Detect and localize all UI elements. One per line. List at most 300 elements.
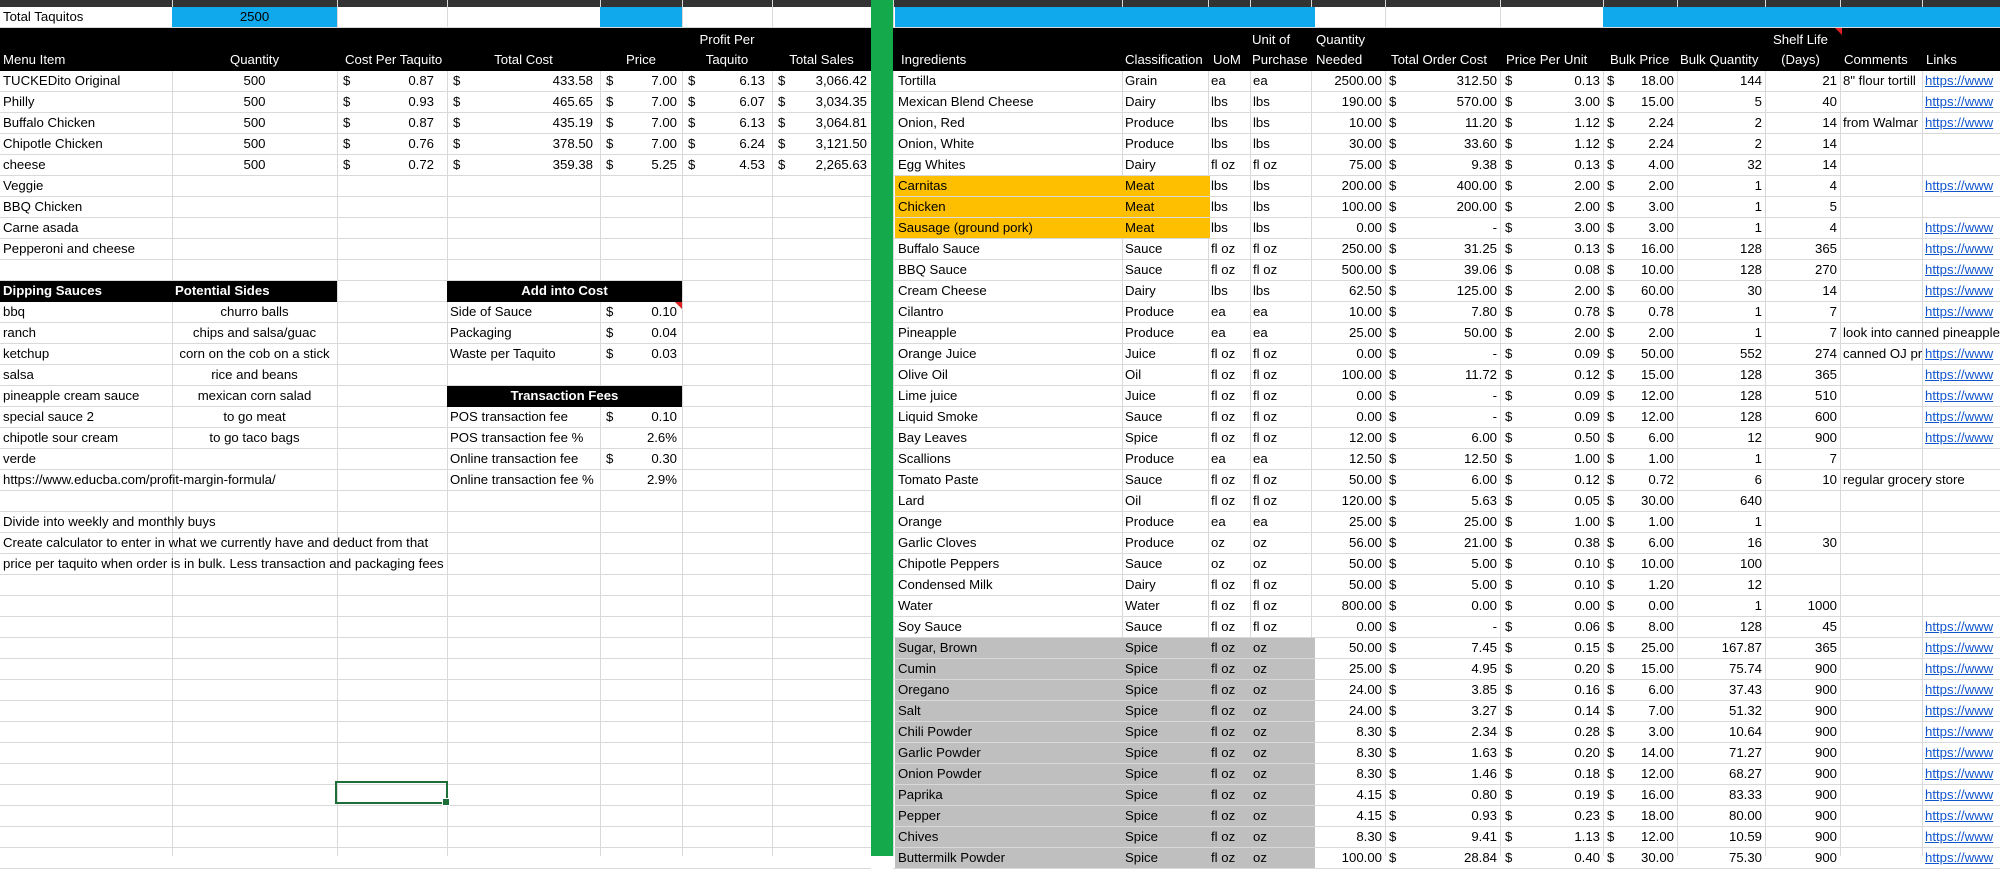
- ingredient-name[interactable]: Cilantro: [898, 304, 944, 319]
- ingredient-name[interactable]: Pepper: [898, 808, 941, 823]
- ingredient-shelf-life[interactable]: 40: [1822, 94, 1837, 109]
- ingredient-classification[interactable]: Sauce: [1125, 619, 1163, 634]
- ingredient-link[interactable]: https://www: [1925, 409, 1994, 424]
- currency-symbol[interactable]: $: [1389, 850, 1397, 865]
- currency-symbol[interactable]: $: [1505, 199, 1513, 214]
- currency-symbol[interactable]: $: [1607, 388, 1615, 403]
- ingredient-bulk-quantity[interactable]: 128: [1739, 241, 1762, 256]
- ingredient-bulk-price[interactable]: 3.00: [1648, 220, 1674, 235]
- ingredient-comment[interactable]: [1840, 575, 1922, 595]
- currency-symbol[interactable]: $: [1505, 178, 1513, 193]
- header-links[interactable]: Links: [1926, 52, 1957, 67]
- menu-item-cost-per-taquito[interactable]: 0.76: [408, 136, 434, 151]
- ingredient-unit-of-purchase[interactable]: fl oz: [1253, 388, 1278, 403]
- ingredient-total-order-cost[interactable]: 11.20: [1464, 115, 1497, 130]
- currency-symbol[interactable]: $: [1389, 241, 1397, 256]
- ingredient-name[interactable]: Sugar, Brown: [898, 640, 978, 655]
- ingredient-comment[interactable]: [1840, 260, 1922, 280]
- ingredient-quantity-needed[interactable]: 24.00: [1348, 682, 1382, 697]
- currency-symbol[interactable]: $: [1505, 850, 1513, 865]
- ingredient-price-per-unit[interactable]: 0.10: [1574, 577, 1600, 592]
- ingredient-price-per-unit[interactable]: 0.08: [1574, 262, 1600, 277]
- ingredient-price-per-unit[interactable]: 1.12: [1574, 136, 1600, 151]
- ingredient-bulk-price[interactable]: 30.00: [1640, 493, 1674, 508]
- header-bulk-price[interactable]: Bulk Price: [1610, 52, 1670, 67]
- ingredient-classification[interactable]: Meat: [1125, 199, 1155, 214]
- currency-symbol[interactable]: $: [1505, 241, 1513, 256]
- ingredient-link[interactable]: https://www: [1925, 346, 1994, 361]
- ingredient-uom[interactable]: fl oz: [1211, 619, 1236, 634]
- ingredient-unit-of-purchase[interactable]: fl oz: [1253, 346, 1278, 361]
- ingredient-bulk-price[interactable]: 10.00: [1640, 556, 1674, 571]
- ingredient-shelf-life[interactable]: [1765, 491, 1840, 511]
- ingredient-shelf-life[interactable]: 274: [1814, 346, 1837, 361]
- currency-symbol[interactable]: $: [1389, 556, 1397, 571]
- ingredient-uom[interactable]: fl oz: [1211, 724, 1236, 739]
- currency-symbol[interactable]: $: [1389, 535, 1397, 550]
- ingredient-bulk-price[interactable]: 6.00: [1648, 682, 1674, 697]
- currency-symbol[interactable]: $: [343, 115, 351, 130]
- ingredient-name[interactable]: Carnitas: [898, 178, 948, 193]
- ingredient-bulk-price[interactable]: 12.00: [1640, 388, 1674, 403]
- menu-item-price[interactable]: 7.00: [651, 136, 677, 151]
- ingredient-unit-of-purchase[interactable]: lbs: [1253, 178, 1270, 193]
- menu-item-quantity[interactable]: 500: [243, 94, 266, 109]
- currency-symbol[interactable]: $: [1607, 703, 1615, 718]
- menu-item-profit[interactable]: 6.24: [739, 136, 765, 151]
- ingredient-comment[interactable]: [1840, 638, 1922, 658]
- ingredient-bulk-price[interactable]: 18.00: [1640, 73, 1674, 88]
- ingredient-classification[interactable]: Meat: [1125, 178, 1155, 193]
- blue-fill-cell[interactable]: [1603, 7, 2000, 27]
- ingredient-total-order-cost[interactable]: 11.72: [1464, 367, 1497, 382]
- ingredient-link[interactable]: https://www: [1925, 808, 1994, 823]
- ingredient-bulk-quantity[interactable]: 10.64: [1728, 724, 1762, 739]
- fee-label[interactable]: Online transaction fee %: [450, 472, 594, 487]
- header-menu-item[interactable]: Menu Item: [3, 52, 66, 67]
- menu-item-profit[interactable]: 6.13: [739, 73, 765, 88]
- ingredient-price-per-unit[interactable]: 1.13: [1574, 829, 1600, 844]
- ingredient-unit-of-purchase[interactable]: fl oz: [1253, 472, 1278, 487]
- ingredient-shelf-life[interactable]: 900: [1814, 766, 1837, 781]
- fee-value[interactable]: 2.9%: [646, 472, 677, 487]
- ingredient-classification[interactable]: Sauce: [1125, 409, 1163, 424]
- ingredient-shelf-life[interactable]: 14: [1822, 115, 1837, 130]
- ingredient-name[interactable]: Buttermilk Powder: [898, 850, 1006, 865]
- ingredient-comment[interactable]: [1840, 512, 1922, 532]
- ingredient-comment[interactable]: [1840, 365, 1922, 385]
- menu-item-quantity[interactable]: [172, 176, 337, 196]
- ingredient-unit-of-purchase[interactable]: fl oz: [1253, 367, 1278, 382]
- ingredient-classification[interactable]: Dairy: [1125, 283, 1156, 298]
- ingredient-unit-of-purchase[interactable]: oz: [1253, 850, 1267, 865]
- ingredient-classification[interactable]: Produce: [1125, 325, 1175, 340]
- ingredient-comment[interactable]: [1840, 134, 1922, 154]
- ingredient-shelf-life[interactable]: 45: [1822, 619, 1837, 634]
- header-potential-sides[interactable]: Potential Sides: [172, 281, 337, 301]
- ingredient-shelf-life[interactable]: [1765, 554, 1840, 574]
- add-cost-label[interactable]: Packaging: [450, 325, 512, 340]
- header-qty-needed-line1[interactable]: Quantity: [1316, 32, 1366, 47]
- ingredient-quantity-needed[interactable]: 25.00: [1348, 661, 1382, 676]
- currency-symbol[interactable]: $: [1505, 304, 1513, 319]
- ingredient-quantity-needed[interactable]: 100.00: [1341, 367, 1382, 382]
- ingredient-price-per-unit[interactable]: 0.09: [1574, 346, 1600, 361]
- ingredient-shelf-life[interactable]: 900: [1814, 430, 1837, 445]
- currency-symbol[interactable]: $: [1607, 556, 1615, 571]
- ingredient-total-order-cost[interactable]: 50.00: [1463, 325, 1497, 340]
- ingredient-comment[interactable]: [1840, 302, 1922, 322]
- currency-symbol[interactable]: $: [1389, 514, 1397, 529]
- header-uom[interactable]: UoM: [1213, 52, 1241, 67]
- currency-symbol[interactable]: $: [1389, 577, 1397, 592]
- menu-item-quantity[interactable]: 500: [243, 73, 266, 88]
- ingredient-uom[interactable]: fl oz: [1211, 157, 1236, 172]
- currency-symbol[interactable]: $: [1607, 661, 1615, 676]
- currency-symbol[interactable]: $: [1505, 472, 1513, 487]
- ingredient-quantity-needed[interactable]: 8.30: [1356, 724, 1382, 739]
- ingredient-price-per-unit[interactable]: 0.20: [1574, 661, 1600, 676]
- fee-label[interactable]: POS transaction fee %: [450, 430, 584, 445]
- currency-symbol[interactable]: $: [1389, 409, 1397, 424]
- ingredient-comment[interactable]: from Walmar: [1843, 115, 1918, 130]
- ingredient-quantity-needed[interactable]: 190.00: [1341, 94, 1382, 109]
- potential-side-item[interactable]: churro balls: [220, 304, 289, 319]
- ingredient-classification[interactable]: Oil: [1125, 367, 1142, 382]
- currency-symbol[interactable]: $: [1607, 283, 1615, 298]
- total-taquitos-label[interactable]: Total Taquitos: [3, 9, 84, 24]
- header-ingredients[interactable]: Ingredients: [901, 52, 967, 67]
- ingredient-total-order-cost[interactable]: 9.41: [1471, 829, 1497, 844]
- ingredient-quantity-needed[interactable]: 10.00: [1348, 304, 1382, 319]
- currency-symbol[interactable]: $: [1607, 640, 1615, 655]
- ingredient-comment[interactable]: [1840, 533, 1922, 553]
- ingredient-price-per-unit[interactable]: 0.09: [1574, 409, 1600, 424]
- ingredient-total-order-cost[interactable]: 2.34: [1471, 724, 1497, 739]
- currency-symbol[interactable]: $: [453, 73, 461, 88]
- ingredient-link[interactable]: [1922, 554, 2000, 574]
- ingredient-total-order-cost[interactable]: 0.00: [1471, 598, 1497, 613]
- ingredient-link[interactable]: https://www: [1925, 619, 1994, 634]
- menu-item-name[interactable]: Carne asada: [3, 220, 79, 235]
- ingredient-price-per-unit[interactable]: 0.38: [1574, 535, 1600, 550]
- ingredient-uom[interactable]: fl oz: [1211, 661, 1236, 676]
- currency-symbol[interactable]: $: [1505, 115, 1513, 130]
- ingredient-quantity-needed[interactable]: 100.00: [1341, 199, 1382, 214]
- ingredient-link[interactable]: [1922, 155, 2000, 175]
- currency-symbol[interactable]: $: [453, 157, 461, 172]
- ingredient-link[interactable]: [1922, 449, 2000, 469]
- ingredient-bulk-price[interactable]: 8.00: [1648, 619, 1674, 634]
- ingredient-comment[interactable]: [1840, 617, 1922, 637]
- ingredient-comment[interactable]: [1840, 176, 1922, 196]
- currency-symbol[interactable]: $: [1389, 808, 1397, 823]
- currency-symbol[interactable]: $: [1607, 724, 1615, 739]
- add-cost-title[interactable]: Add into Cost: [447, 281, 682, 301]
- ingredient-quantity-needed[interactable]: 25.00: [1348, 514, 1382, 529]
- dipping-sauce-item[interactable]: ranch: [3, 325, 36, 340]
- ingredient-uom[interactable]: oz: [1211, 535, 1225, 550]
- ingredient-link[interactable]: [1922, 512, 2000, 532]
- currency-symbol[interactable]: $: [606, 94, 614, 109]
- ingredient-shelf-life[interactable]: 14: [1822, 283, 1837, 298]
- ingredient-classification[interactable]: Spice: [1125, 850, 1158, 865]
- ingredient-link[interactable]: [1922, 491, 2000, 511]
- ingredient-shelf-life[interactable]: 21: [1822, 73, 1837, 88]
- ingredient-bulk-price[interactable]: 25.00: [1640, 640, 1674, 655]
- ingredient-comment[interactable]: canned OJ pr: [1843, 346, 1922, 361]
- ingredient-classification[interactable]: Sauce: [1125, 472, 1163, 487]
- ingredient-bulk-price[interactable]: 1.20: [1648, 577, 1674, 592]
- ingredient-quantity-needed[interactable]: 12.00: [1348, 430, 1382, 445]
- menu-item-quantity[interactable]: [172, 197, 337, 217]
- ingredient-comment[interactable]: [1840, 848, 1922, 868]
- ingredient-link[interactable]: https://www: [1925, 262, 1994, 277]
- ingredient-uom[interactable]: lbs: [1211, 220, 1228, 235]
- ingredient-total-order-cost[interactable]: -: [1492, 220, 1497, 235]
- currency-symbol[interactable]: $: [1607, 451, 1615, 466]
- ingredient-unit-of-purchase[interactable]: fl oz: [1253, 409, 1278, 424]
- currency-symbol[interactable]: $: [1389, 682, 1397, 697]
- ingredient-uom[interactable]: fl oz: [1211, 766, 1236, 781]
- ingredient-link[interactable]: https://www: [1925, 241, 1994, 256]
- ingredient-classification[interactable]: Produce: [1125, 115, 1175, 130]
- ingredient-total-order-cost[interactable]: 570.00: [1456, 94, 1497, 109]
- add-cost-label[interactable]: Waste per Taquito: [450, 346, 556, 361]
- add-cost-label[interactable]: Side of Sauce: [450, 304, 533, 319]
- currency-symbol[interactable]: $: [1607, 367, 1615, 382]
- header-uop-line2[interactable]: Purchase: [1252, 52, 1308, 67]
- ingredient-uom[interactable]: lbs: [1211, 136, 1228, 151]
- ingredient-bulk-price[interactable]: 10.00: [1640, 262, 1674, 277]
- ingredient-bulk-price[interactable]: 2.24: [1648, 136, 1674, 151]
- ingredient-link[interactable]: https://www: [1925, 304, 1994, 319]
- ingredient-price-per-unit[interactable]: 2.00: [1574, 325, 1600, 340]
- menu-item-quantity[interactable]: 500: [243, 136, 266, 151]
- ingredient-total-order-cost[interactable]: 125.00: [1456, 283, 1497, 298]
- menu-item-total-cost[interactable]: 435.19: [552, 115, 593, 130]
- currency-symbol[interactable]: $: [1389, 724, 1397, 739]
- ingredient-classification[interactable]: Spice: [1125, 745, 1158, 760]
- currency-symbol[interactable]: $: [1505, 136, 1513, 151]
- ingredient-uom[interactable]: ea: [1211, 451, 1226, 466]
- menu-item-cost-per-taquito[interactable]: 0.87: [408, 115, 434, 130]
- ingredient-shelf-life[interactable]: 365: [1814, 367, 1837, 382]
- ingredient-uom[interactable]: fl oz: [1211, 367, 1236, 382]
- ingredient-comment[interactable]: [1840, 596, 1922, 616]
- ingredient-name[interactable]: Garlic Powder: [898, 745, 981, 760]
- fee-label[interactable]: POS transaction fee: [450, 409, 569, 424]
- ingredient-unit-of-purchase[interactable]: ea: [1253, 451, 1268, 466]
- ingredient-comment[interactable]: [1840, 554, 1922, 574]
- ingredient-price-per-unit[interactable]: 1.00: [1574, 514, 1600, 529]
- ingredient-shelf-life[interactable]: 7: [1829, 304, 1837, 319]
- ingredient-unit-of-purchase[interactable]: lbs: [1253, 220, 1270, 235]
- menu-item-name[interactable]: Pepperoni and cheese: [3, 241, 135, 256]
- currency-symbol[interactable]: $: [343, 94, 351, 109]
- ingredient-quantity-needed[interactable]: 8.30: [1356, 745, 1382, 760]
- ingredient-quantity-needed[interactable]: 4.15: [1356, 808, 1382, 823]
- ingredient-uom[interactable]: ea: [1211, 514, 1226, 529]
- ingredient-shelf-life[interactable]: 900: [1814, 850, 1837, 865]
- currency-symbol[interactable]: $: [1607, 304, 1615, 319]
- ingredient-comment[interactable]: [1840, 743, 1922, 763]
- ingredient-link[interactable]: https://www: [1925, 850, 1994, 865]
- ingredient-total-order-cost[interactable]: 25.00: [1463, 514, 1497, 529]
- ingredient-price-per-unit[interactable]: 0.13: [1574, 241, 1600, 256]
- ingredient-unit-of-purchase[interactable]: ea: [1253, 514, 1268, 529]
- currency-symbol[interactable]: $: [1389, 745, 1397, 760]
- ingredient-unit-of-purchase[interactable]: ea: [1253, 325, 1268, 340]
- ingredient-uom[interactable]: fl oz: [1211, 346, 1236, 361]
- ingredient-bulk-price[interactable]: 30.00: [1640, 850, 1674, 865]
- currency-symbol[interactable]: $: [1505, 535, 1513, 550]
- ingredient-shelf-life[interactable]: 10: [1822, 472, 1837, 487]
- ingredient-uom[interactable]: fl oz: [1211, 409, 1236, 424]
- ingredient-uom[interactable]: lbs: [1211, 115, 1228, 130]
- potential-side-item[interactable]: corn on the cob on a stick: [179, 346, 330, 361]
- currency-symbol[interactable]: $: [1607, 766, 1615, 781]
- ingredient-name[interactable]: Garlic Cloves: [898, 535, 977, 550]
- currency-symbol[interactable]: $: [343, 73, 351, 88]
- ingredient-unit-of-purchase[interactable]: oz: [1253, 766, 1267, 781]
- currency-symbol[interactable]: $: [1389, 262, 1397, 277]
- currency-symbol[interactable]: $: [1389, 703, 1397, 718]
- ingredient-comment[interactable]: [1840, 785, 1922, 805]
- ingredient-shelf-life[interactable]: [1765, 512, 1840, 532]
- ingredient-price-per-unit[interactable]: 0.50: [1574, 430, 1600, 445]
- ingredient-quantity-needed[interactable]: 200.00: [1341, 178, 1382, 193]
- ingredient-uom[interactable]: lbs: [1211, 94, 1228, 109]
- ingredient-price-per-unit[interactable]: 0.40: [1574, 850, 1600, 865]
- ingredient-shelf-life[interactable]: 900: [1814, 745, 1837, 760]
- currency-symbol[interactable]: $: [1389, 115, 1397, 130]
- currency-symbol[interactable]: $: [1505, 409, 1513, 424]
- ingredient-classification[interactable]: Dairy: [1125, 157, 1156, 172]
- ingredient-quantity-needed[interactable]: 50.00: [1348, 472, 1382, 487]
- ingredient-name[interactable]: Soy Sauce: [898, 619, 962, 634]
- ingredient-bulk-price[interactable]: 12.00: [1640, 766, 1674, 781]
- ingredient-quantity-needed[interactable]: 12.50: [1348, 451, 1382, 466]
- ingredient-name[interactable]: Cumin: [898, 661, 937, 676]
- currency-symbol[interactable]: $: [453, 136, 461, 151]
- ingredient-total-order-cost[interactable]: 28.84: [1463, 850, 1497, 865]
- comment-indicator[interactable]: [1835, 28, 1842, 35]
- ingredient-bulk-quantity[interactable]: 71.27: [1728, 745, 1762, 760]
- ingredient-price-per-unit[interactable]: 0.13: [1574, 73, 1600, 88]
- currency-symbol[interactable]: $: [453, 115, 461, 130]
- potential-side-item[interactable]: mexican corn salad: [197, 388, 312, 403]
- ingredient-bulk-price[interactable]: 6.00: [1648, 430, 1674, 445]
- ingredient-name[interactable]: Pineapple: [898, 325, 957, 340]
- menu-item-name[interactable]: Chipotle Chicken: [3, 136, 103, 151]
- menu-item-name[interactable]: Buffalo Chicken: [3, 115, 96, 130]
- ingredient-uom[interactable]: fl oz: [1211, 598, 1236, 613]
- currency-symbol[interactable]: $: [1607, 808, 1615, 823]
- menu-item-cost-per-taquito[interactable]: 0.72: [408, 157, 434, 172]
- currency-symbol[interactable]: $: [1607, 535, 1615, 550]
- ingredient-price-per-unit[interactable]: 0.00: [1574, 598, 1600, 613]
- currency-symbol[interactable]: $: [688, 73, 696, 88]
- currency-symbol[interactable]: $: [778, 115, 786, 130]
- ingredient-link[interactable]: https://www: [1925, 73, 1994, 88]
- ingredient-link[interactable]: https://www: [1925, 661, 1994, 676]
- total-taquitos-value[interactable]: 2500: [172, 7, 337, 27]
- ingredient-classification[interactable]: Produce: [1125, 535, 1175, 550]
- ingredient-total-order-cost[interactable]: 6.00: [1471, 472, 1497, 487]
- ingredient-bulk-price[interactable]: 2.24: [1648, 115, 1674, 130]
- ingredient-total-order-cost[interactable]: 33.60: [1463, 136, 1497, 151]
- ingredient-bulk-quantity[interactable]: 128: [1739, 388, 1762, 403]
- fees-title[interactable]: Transaction Fees: [447, 386, 682, 406]
- currency-symbol[interactable]: $: [1505, 262, 1513, 277]
- ingredient-uom[interactable]: fl oz: [1211, 682, 1236, 697]
- ingredient-shelf-life[interactable]: 365: [1814, 640, 1837, 655]
- ingredient-classification[interactable]: Spice: [1125, 787, 1158, 802]
- ingredient-uom[interactable]: ea: [1211, 304, 1226, 319]
- ingredient-bulk-quantity[interactable]: 1: [1754, 178, 1762, 193]
- ingredient-total-order-cost[interactable]: 21.00: [1463, 535, 1497, 550]
- ingredient-classification[interactable]: Spice: [1125, 703, 1158, 718]
- ingredient-classification[interactable]: Grain: [1125, 73, 1158, 88]
- currency-symbol[interactable]: $: [1505, 808, 1513, 823]
- currency-symbol[interactable]: $: [343, 157, 351, 172]
- ingredient-price-per-unit[interactable]: 0.10: [1574, 556, 1600, 571]
- ingredient-bulk-quantity[interactable]: 37.43: [1728, 682, 1762, 697]
- ingredient-total-order-cost[interactable]: 1.63: [1471, 745, 1497, 760]
- ingredient-shelf-life[interactable]: 900: [1814, 682, 1837, 697]
- currency-symbol[interactable]: $: [1389, 430, 1397, 445]
- note-text[interactable]: Create calculator to enter in what we currently have and deduct from that: [3, 535, 429, 550]
- ingredient-name[interactable]: Chicken: [898, 199, 946, 214]
- ingredient-quantity-needed[interactable]: 4.15: [1356, 787, 1382, 802]
- ingredient-price-per-unit[interactable]: 0.28: [1574, 724, 1600, 739]
- currency-symbol[interactable]: $: [1505, 157, 1513, 172]
- ingredient-comment[interactable]: [1840, 491, 1922, 511]
- ingredient-link[interactable]: https://www: [1925, 682, 1994, 697]
- ingredient-classification[interactable]: Dairy: [1125, 94, 1156, 109]
- blue-fill-cell[interactable]: [895, 7, 1315, 27]
- ingredient-quantity-needed[interactable]: 0.00: [1356, 388, 1382, 403]
- ingredient-uom[interactable]: fl oz: [1211, 430, 1236, 445]
- ingredient-shelf-life[interactable]: 900: [1814, 829, 1837, 844]
- ingredient-quantity-needed[interactable]: 50.00: [1348, 556, 1382, 571]
- ingredient-price-per-unit[interactable]: 3.00: [1574, 220, 1600, 235]
- ingredient-uom[interactable]: fl oz: [1211, 808, 1236, 823]
- ingredient-comment[interactable]: [1840, 239, 1922, 259]
- ingredient-quantity-needed[interactable]: 8.30: [1356, 766, 1382, 781]
- ingredient-classification[interactable]: Spice: [1125, 766, 1158, 781]
- currency-symbol[interactable]: $: [1389, 661, 1397, 676]
- ingredient-total-order-cost[interactable]: 12.50: [1463, 451, 1497, 466]
- ingredient-bulk-price[interactable]: 18.00: [1640, 808, 1674, 823]
- header-comments[interactable]: Comments: [1844, 52, 1908, 67]
- ingredient-bulk-quantity[interactable]: 75.74: [1728, 661, 1762, 676]
- ingredient-classification[interactable]: Spice: [1125, 829, 1158, 844]
- ingredient-quantity-needed[interactable]: 0.00: [1356, 346, 1382, 361]
- ingredient-unit-of-purchase[interactable]: fl oz: [1253, 619, 1278, 634]
- currency-symbol[interactable]: $: [1389, 199, 1397, 214]
- ingredient-shelf-life[interactable]: 7: [1829, 451, 1837, 466]
- ingredient-link[interactable]: https://www: [1925, 787, 1994, 802]
- currency-symbol[interactable]: $: [778, 157, 786, 172]
- ingredient-bulk-quantity[interactable]: 10.59: [1728, 829, 1762, 844]
- ingredient-bulk-quantity[interactable]: 32: [1747, 157, 1762, 172]
- ingredient-link[interactable]: https://www: [1925, 220, 1994, 235]
- ingredient-comment[interactable]: [1840, 449, 1922, 469]
- ingredient-classification[interactable]: Sauce: [1125, 241, 1163, 256]
- ingredient-price-per-unit[interactable]: 2.00: [1574, 199, 1600, 214]
